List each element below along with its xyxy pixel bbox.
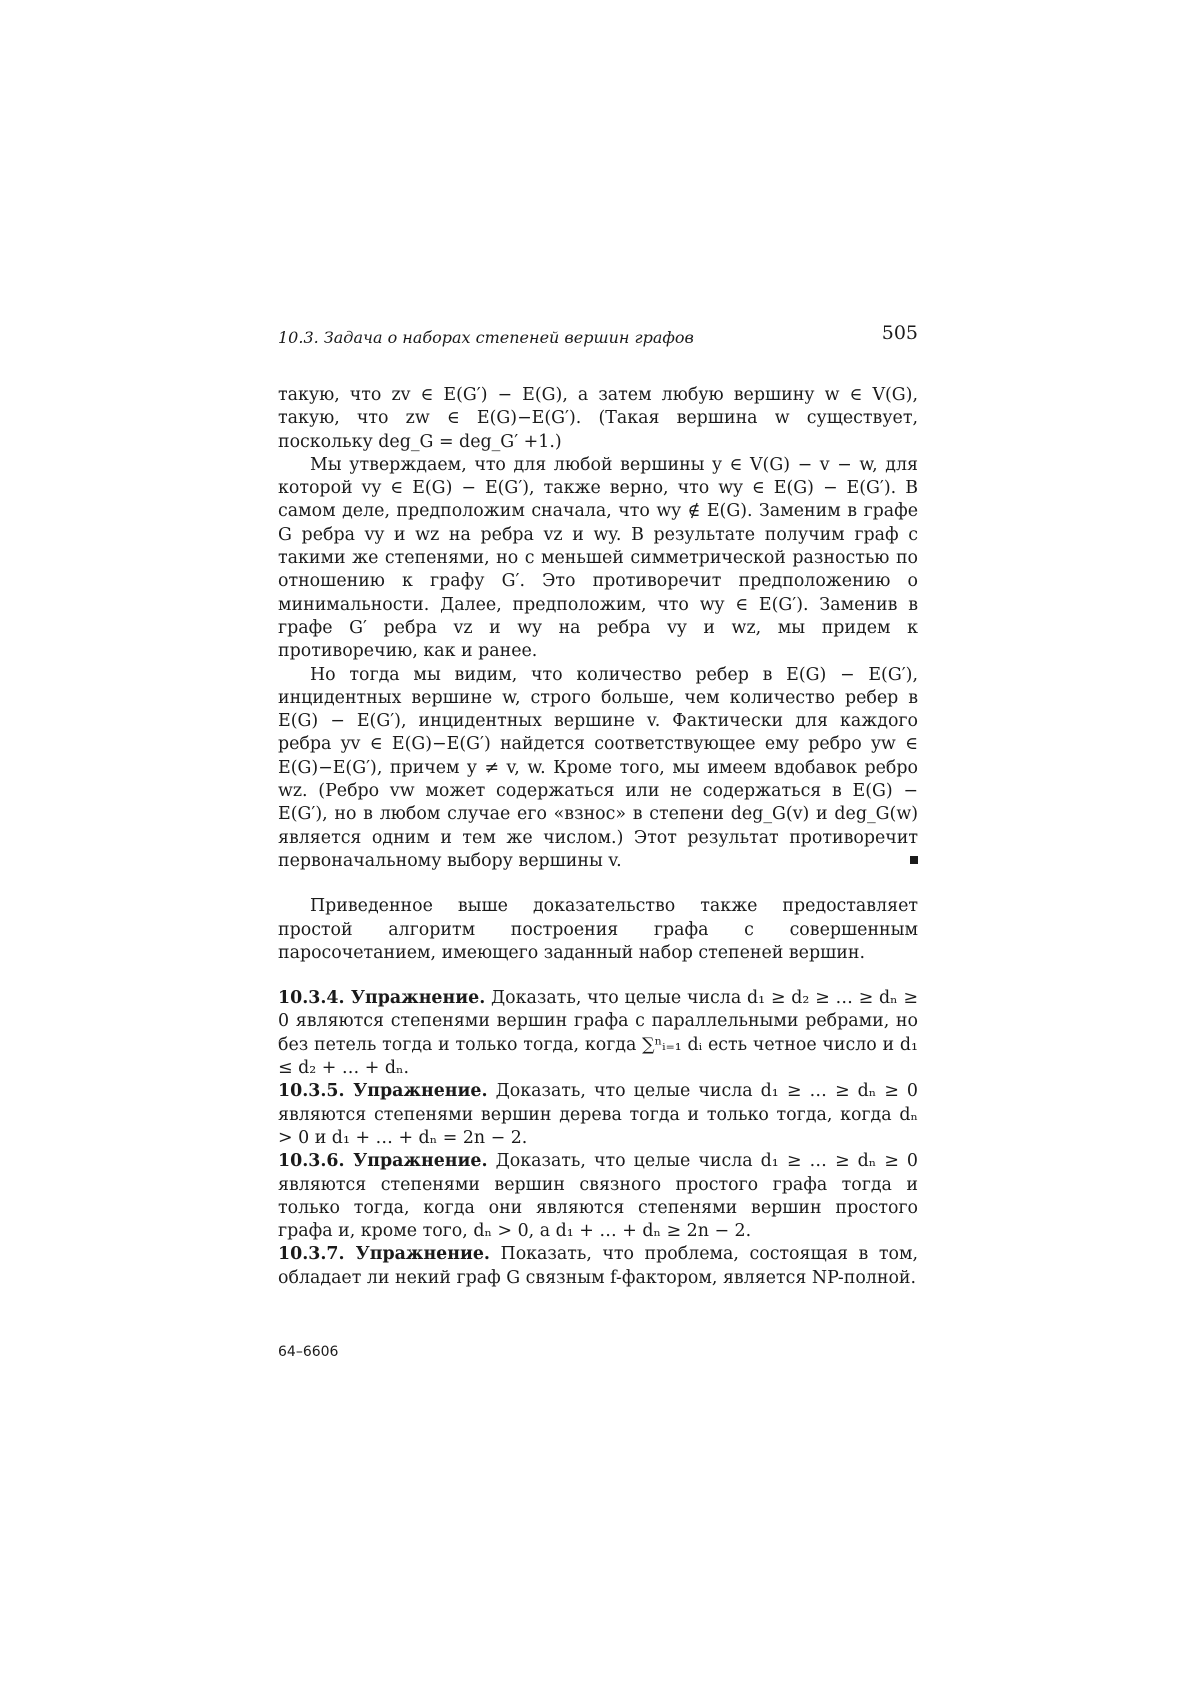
paragraph-3-text: Но тогда мы видим, что количество ребер в E(G) − E(G′), инцидентных вершине w, строго больше, чем количество ребер в E(G) − E(G′), инцидентных вершине v. Фактически для каждого ребра yv ∈ E(G)−E(G′) найдется соответствующее ему ребро yw ∈ E(G)−E(G′), причем y ≠ v, w. Кроме того, мы имеем вдобавок ребро wz. (Ребро vw может содержаться или не содержаться в E(G) − E(G′), но в любом случае его «взнос» в степени deg_G(v) и deg_G(w) является одним и тем же числом.) Этот результат противоречит первоначальному выбору вершины v. [278,664,918,871]
exercise-number: 10.3.4. Упражнение. [278,988,486,1009]
paragraph-3 [278,664,918,874]
exercise-text: Показать, что проблема, состоящая в том, обладает ли некий граф G связным f-фактором, является NP-полной. [278,1244,918,1288]
exercise-text: Доказать, что целые числа d₁ ≥ … ≥ dₙ ≥ 0 являются степенями вершин дерева тогда и только тогда, когда dₙ > 0 и d₁ + … + dₙ = 2n − 2. [278,1081,918,1148]
exercise-text: Доказать, что целые числа d₁ ≥ … ≥ dₙ ≥ 0 являются степенями вершин связного простого графа тогда и только тогда, когда они являются степенями вершин простого графа и, кроме того, dₙ > 0, а d₁ + … + dₙ ≥ 2n − 2. [278,1151,918,1242]
exercise-text: Доказать, что целые числа d₁ ≥ d₂ ≥ … ≥ dₙ ≥ 0 являются степенями вершин графа с параллельными ребрами, но без петель тогда и только тогда, когда ∑ⁿᵢ₌₁ dᵢ есть четное число и d₁ ≤ d₂ + … + dₙ. [278,988,919,1079]
paragraph-2: Мы утверждаем, что для любой вершины y ∈ V(G) − v − w, для которой vy ∈ E(G) − E(G′), также верно, что wy ∈ E(G) − E(G′). В самом деле, предположим сначала, что wy ∉ E(G). Заменим в графе G ребра vy и wz на ребра vz и wy. В результате получим граф с такими же степенями, но с меньшей симметрической разностью по отношению к графу G′. Это противоречит предположению о минимальности. Далее, предположим, что wy ∈ E(G′). Заменив в графе G′ ребра vz и wy на ребра vy и wz, мы придем к противоречию, как и ранее. [278,454,918,662]
exercise-10-3-5 [278,1080,918,1150]
page-number: 505 [881,322,918,344]
running-title: 10.3. Задача о наборах степеней вершин графов [278,328,694,347]
exercise-number: 10.3.7. Упражнение. [278,1244,490,1265]
paragraph-4: Приведенное выше доказательство также предоставляет простой алгоритм построения графа с совершенным паросочетанием, имеющего заданный набор степеней вершин. [278,896,918,963]
page-body [278,384,918,1290]
end-of-proof-icon [910,856,918,864]
page-header [278,322,918,352]
printer-signature: 64–6606 [278,1344,339,1360]
exercise-number: 10.3.6. Упражнение. [278,1151,488,1172]
paragraph-1: такую, что zv ∈ E(G′) − E(G), а затем любую вершину w ∈ V(G), такую, что zw ∈ E(G)−E(G′). (Такая вершина w существует, поскольку deg_G = deg_G′ +1.) [278,385,918,452]
exercise-10-3-6 [278,1150,918,1243]
exercise-10-3-4 [278,987,918,1080]
exercise-number: 10.3.5. Упражнение. [278,1081,488,1102]
exercise-10-3-7 [278,1243,918,1290]
